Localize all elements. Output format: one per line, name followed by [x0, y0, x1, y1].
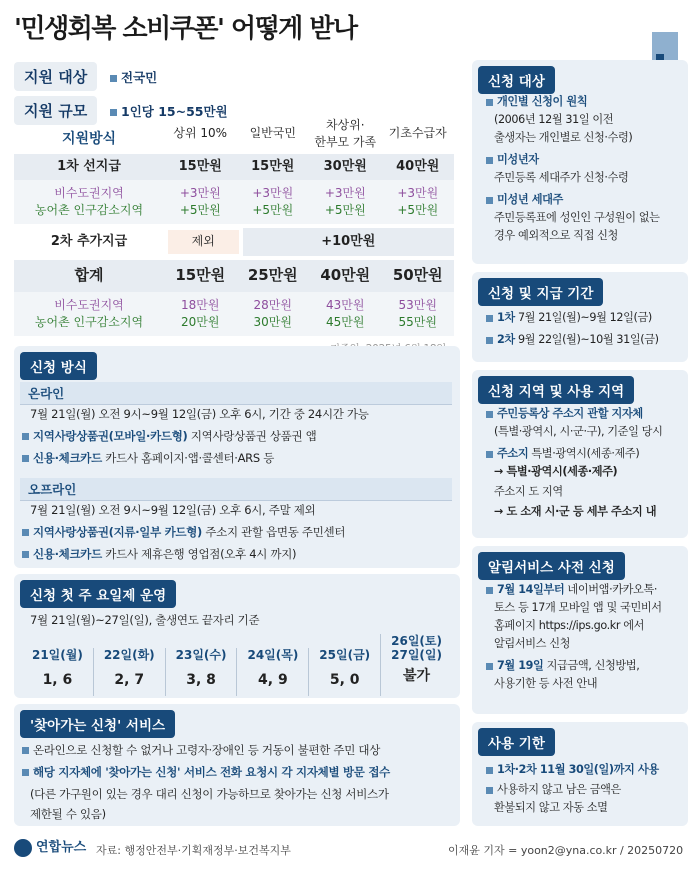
total-row: [14, 260, 454, 292]
offline-line1: 7월 21일(월) 오전 9시~9월 12일(금) 오후 6시, 주말 제외: [30, 503, 316, 517]
second-value: +10만원: [243, 228, 455, 256]
online-line3: 신용·체크카드 카드사 홈페이지·앱·콜센터·ARS 등: [22, 450, 274, 466]
first-extra-label2: 농어촌 인구감소지역: [34, 203, 144, 217]
day-item: 26일(토) 27일(일) 불가: [380, 634, 452, 696]
scale-badge: 지원 규모: [14, 96, 97, 125]
table-corner: 지원방식: [61, 130, 117, 147]
total-val-0: 15만원: [175, 266, 226, 285]
total-val-2: 40만원: [320, 266, 371, 285]
second-payment-row: [14, 228, 454, 256]
period-box: 신청 및 지급 기간 1차 7월 21일(월)~9월 12일(금) 2차 9월 22일(월)~10월 31일(금): [472, 272, 688, 362]
fe-v1-3: +3만원: [397, 185, 439, 200]
weekday-desc: 7월 21일(월)~27일(일), 출생연도 끝자리 기준: [30, 613, 260, 627]
credit-text: 이재윤 기자 = yoon2@yna.co.kr / 20250720: [448, 844, 684, 857]
online-line1: 7월 21일(월) 오전 9시~9월 12일(금) 오후 6시, 기간 중 24시간 가능: [30, 407, 369, 421]
first-label: 1차 선지급: [57, 158, 121, 174]
first-payment-row: [14, 154, 454, 180]
first-extra-row: [14, 180, 454, 224]
header-basic: 기초수급자: [388, 126, 447, 141]
first-val-2: 30만원: [323, 158, 367, 174]
visit-line2: 해당 지자체에 '찾아가는 신청' 서비스 전화 요청시 각 지자체별 방문 접수: [22, 764, 390, 780]
weekday-days: [22, 634, 452, 696]
online-line2: 지역사랑상품권(모바일·카드형) 지역사랑상품권 상품권 앱: [22, 428, 316, 444]
fe-v2-0: +5만원: [179, 203, 221, 217]
target-value: 전국민: [110, 68, 157, 86]
page-title: '민생회복 소비쿠폰' 어떻게 받나: [14, 14, 357, 44]
offline-line2: 지역사랑상품권(지류·일부 카드형) 주소지 관할 읍면동 주민센터: [22, 524, 345, 540]
first-val-3: 40만원: [396, 158, 440, 174]
fe-v2-3: +5만원: [397, 203, 439, 217]
alert-box: 알림서비스 사전 신청 7월 14일부터 네이버앱·카카오톡· 토스 등 17개 모바일 앱 및 국민비서 홈페이지 https://ips.go.kr 에서 알림서비스 신청 7월 19일 지급금액, 신청방법, 사용기한 등 사전 안내: [472, 546, 688, 714]
visit-title: '찾아가는 신청' 서비스: [20, 710, 175, 738]
second-label: 2차 추가지급: [50, 233, 128, 249]
te-v1-3: 53만원: [398, 297, 437, 312]
day-item: 21일(월) 1, 6: [31, 648, 83, 689]
total-val-3: 50만원: [392, 266, 443, 285]
fe-v1-0: +3만원: [179, 185, 221, 200]
te-v2-3: 55만원: [398, 315, 437, 329]
total-label: 합계: [74, 266, 104, 285]
visit-line1: 온라인으로 신청할 수 없거나 고령자·장애인 등 거동이 불편한 주민 대상: [22, 742, 380, 758]
offline-line3: 신용·체크카드 카드사 제휴은행 영업점(오후 4시 까지): [22, 546, 296, 562]
fe-v1-1: +3만원: [252, 185, 294, 200]
day-item: 23일(수) 3, 8: [165, 648, 237, 696]
te-v2-1: 30만원: [253, 315, 292, 329]
target-badge: 지원 대상: [14, 62, 97, 91]
day-item: 24일(목) 4, 9: [236, 648, 308, 696]
logo-icon: [14, 839, 32, 857]
te-v1-0: 18만원: [181, 297, 220, 312]
fe-v2-1: +5만원: [252, 203, 294, 217]
te-v2-2: 45만원: [326, 315, 365, 329]
fe-v1-2: +3만원: [324, 185, 366, 200]
te-v1-2: 43만원: [326, 297, 365, 312]
total-val-1: 25만원: [247, 266, 298, 285]
online-label: 온라인: [20, 382, 452, 405]
header-low-income: 차상위· 한부모 가족: [314, 117, 377, 149]
apply-target-box: 신청 대상 개인별 신청이 원칙 (2006년 12월 31일 이전 출생자는 개인별로 신청·수령) 미성년자 주민등록 세대주가 신청·수령 미성년 세대주 주민등록표에 성인인 구성원이 없는 경우 예외적으로 직접 신청: [472, 60, 688, 264]
day-item: 25일(금) 5, 0: [308, 648, 380, 696]
second-excluded: 제외: [168, 230, 239, 254]
offline-label: 오프라인: [20, 478, 452, 501]
apply-target-title: 신청 대상: [478, 66, 555, 94]
table-header-row: [164, 116, 454, 152]
header-general: 일반국민: [249, 126, 296, 141]
expire-title: 사용 기한: [478, 728, 555, 756]
visit-line4: 제한될 수 있음): [30, 807, 106, 821]
scale-value: 1인당 15~55만원: [110, 102, 228, 120]
total-extra-row: [14, 292, 454, 336]
te-label2: 농어촌 인구감소지역: [34, 315, 144, 329]
first-extra-label1: 비수도권지역: [54, 185, 124, 200]
fe-v2-2: +5만원: [324, 203, 366, 217]
first-val-0: 15만원: [178, 158, 222, 174]
te-label1: 비수도권지역: [54, 297, 124, 312]
first-val-1: 15만원: [251, 158, 295, 174]
source-text: 자료: 행정안전부·기획재정부·보건복지부: [96, 844, 291, 857]
alert-title: 알림서비스 사전 신청: [478, 552, 625, 580]
region-box: 신청 지역 및 사용 지역 주민등록상 주소지 관할 지자체 (특별·광역시, 시·군·구), 기준일 당시 주소지 특별·광역시(세종·제주) → 특별·광역시(세종·제주) 주소지 도 지역 → 도 소재 시·군 등 세부 주소지 내: [472, 370, 688, 538]
visit-line3: (다른 가구원이 있는 경우 대리 신청이 가능하므로 찾아가는 신청 서비스가: [30, 787, 389, 801]
method-title: 신청 방식: [20, 352, 97, 380]
header-top10: 상위 10%: [173, 126, 228, 141]
expire-box: 사용 기한 1차·2차 11월 30일(일)까지 사용 사용하지 않고 남은 금액은 환불되지 않고 자동 소멸: [472, 722, 688, 826]
te-v2-0: 20만원: [181, 315, 220, 329]
weekday-title: 신청 첫 주 요일제 운영: [20, 580, 176, 608]
day-item: 22일(화) 2, 7: [93, 648, 165, 696]
period-title: 신청 및 지급 기간: [478, 278, 603, 306]
yonhap-logo: 연합뉴스: [14, 836, 86, 857]
te-v1-1: 28만원: [253, 297, 292, 312]
region-title: 신청 지역 및 사용 지역: [478, 376, 634, 404]
